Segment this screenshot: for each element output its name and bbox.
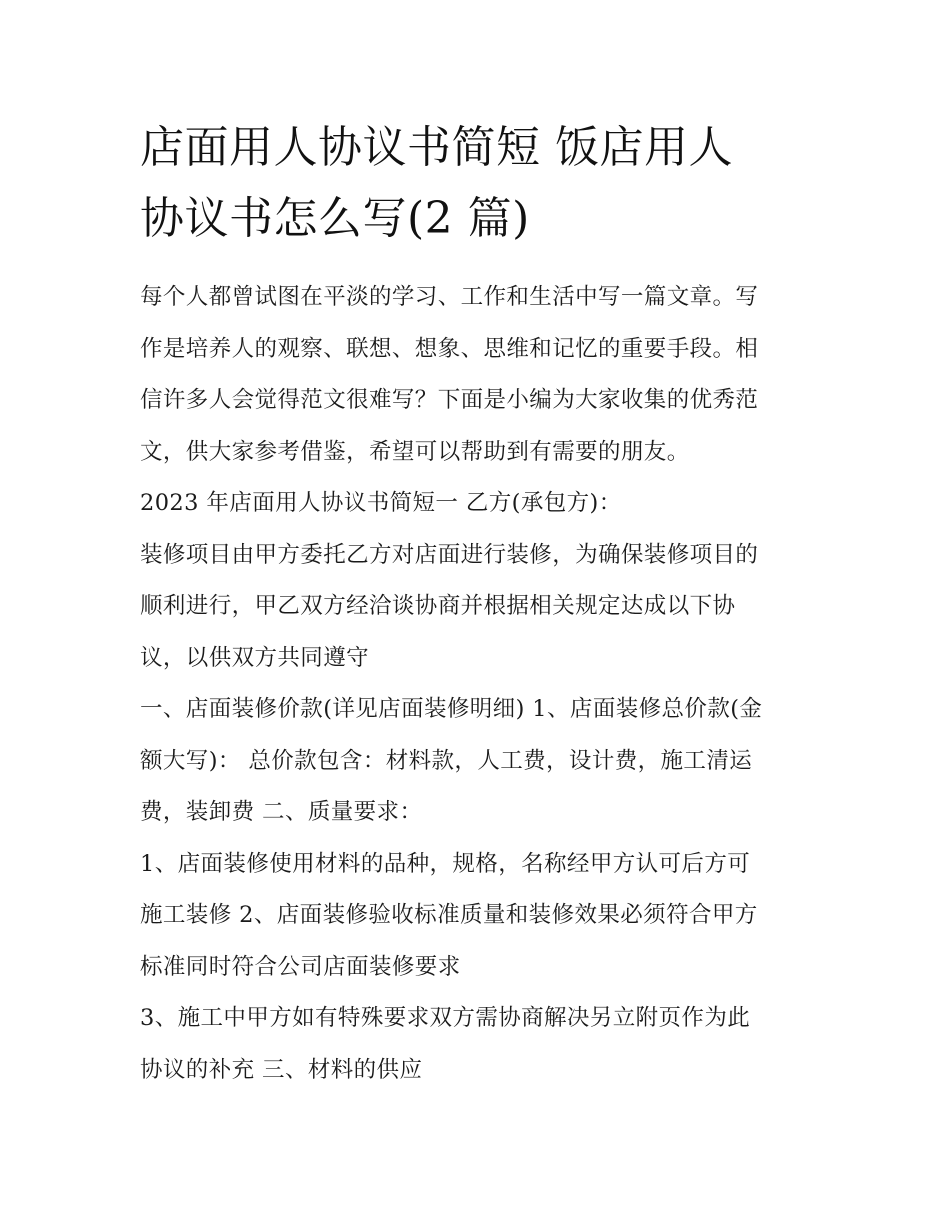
text-line: 协议的补充 三、材料的供应: [140, 1056, 423, 1083]
text-line: 2023 年店面用人协议书简短一 乙方(承包方)：: [140, 490, 622, 516]
text-line: 作是培养人的观察、联想、想象、思维和记忆的重要手段。相: [140, 335, 759, 362]
text-line: 装修项目由甲方委托乙方对店面进行装修，为确保装修项目的: [140, 541, 759, 568]
title-line: 协议书怎么写(2 篇): [140, 193, 530, 244]
title-line: 店面用人协议书简短 饭店用人: [140, 122, 733, 173]
paragraph-price-terms: [140, 684, 820, 839]
page-title: [140, 112, 820, 254]
text-line: 一、店面装修价款(详见店面装修明细) 1、店面装修总价款(金: [140, 696, 763, 722]
text-line: 1、店面装修使用材料的品种，规格，名称经甲方认可后方可: [140, 850, 751, 877]
text-line: 标准同时符合公司店面装修要求: [140, 953, 461, 980]
paragraph-special-requirements: [140, 993, 820, 1096]
text-line: 额大写)： 总价款包含：材料款，人工费，设计费，施工清运: [140, 747, 753, 774]
text-line: 文，供大家参考借鉴，希望可以帮助到有需要的朋友。: [140, 438, 690, 465]
paragraph-intro: [140, 272, 820, 478]
text-line: 议，以供双方共同遵守: [140, 644, 370, 671]
text-line: 费，装卸费 二、质量要求：: [140, 799, 423, 825]
text-line: 施工装修 2、店面装修验收标准质量和装修效果必须符合甲方: [140, 902, 758, 928]
paragraph-section-heading: [140, 478, 820, 530]
text-line: 每个人都曾试图在平淡的学习、工作和生活中写一篇文章。写: [140, 284, 759, 310]
text-line: 3、施工中甲方如有特殊要求双方需协商解决另立附页作为此: [140, 1005, 751, 1031]
body-text: [140, 272, 820, 1096]
document-content: [140, 112, 820, 1096]
paragraph-quality-terms: [140, 839, 820, 994]
paragraph-agreement-purpose: [140, 530, 820, 685]
text-line: 顺利进行，甲乙双方经洽谈协商并根据相关规定达成以下协: [140, 593, 736, 619]
text-line: 信许多人会觉得范文很难写？下面是小编为大家收集的优秀范: [140, 387, 759, 413]
